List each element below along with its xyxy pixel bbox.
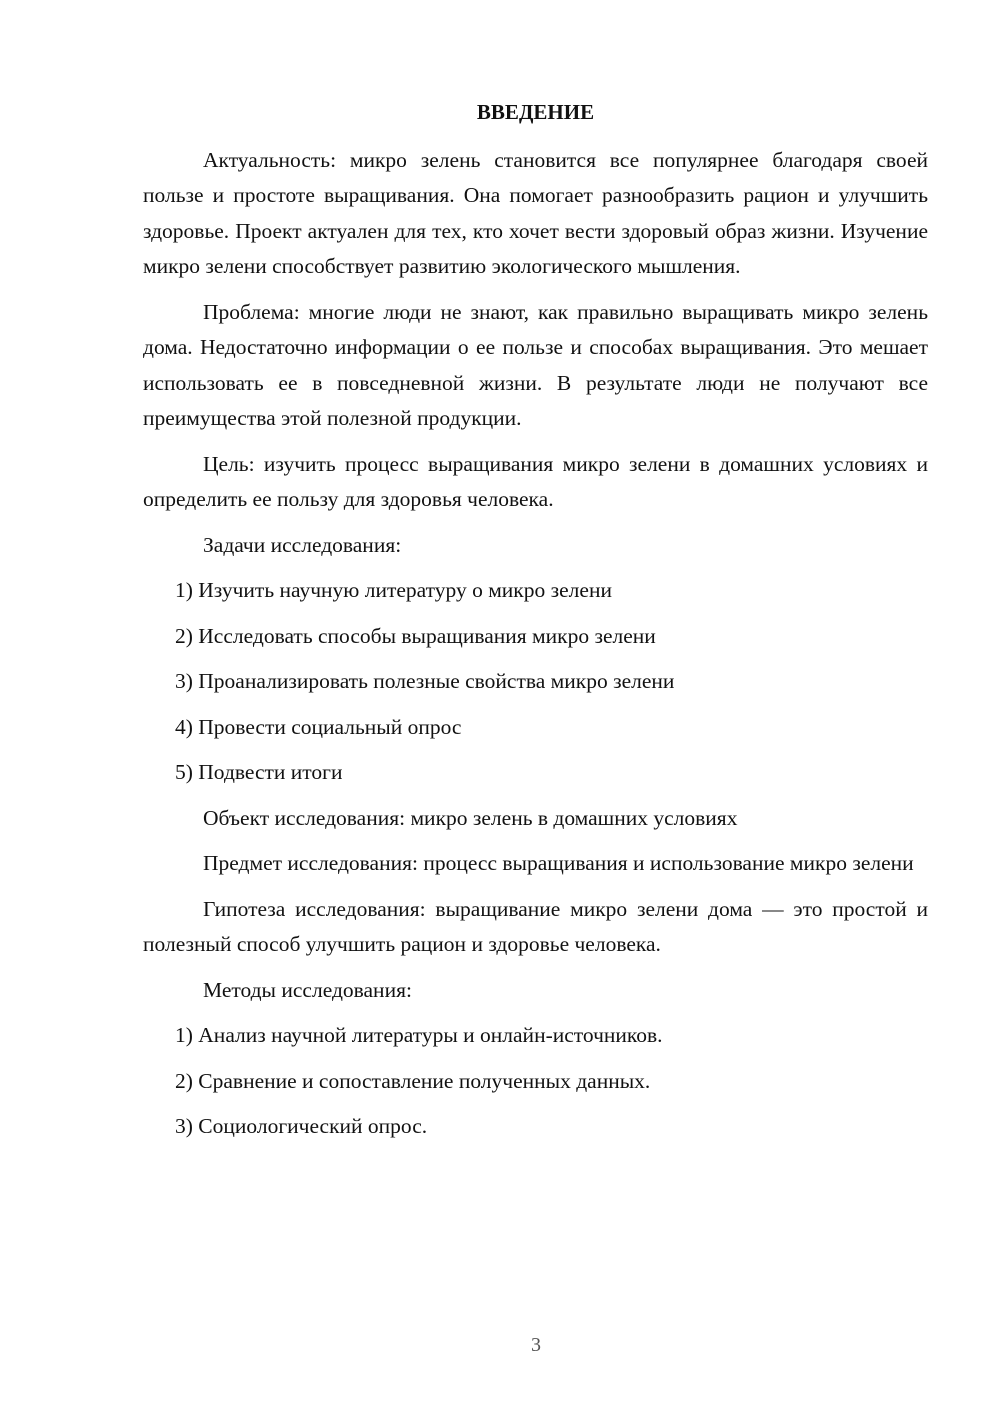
task-item: 3) Проанализировать полезные свойства микро зелени bbox=[175, 669, 675, 693]
paragraph-hypothesis: Гипотеза исследования: выращивание микро зелени дома — это простой и полезный способ улучшить рацион и здоровье человека. bbox=[143, 896, 928, 956]
task-item: 1) Изучить научную литературу о микро зелени bbox=[175, 578, 612, 602]
section-title: ВВЕДЕНИЕ bbox=[476, 100, 595, 124]
method-item: 2) Сравнение и сопоставление полученных данных. bbox=[175, 1068, 651, 1093]
task-item: 5) Подвести итоги bbox=[175, 760, 343, 784]
paragraph-subject: Предмет исследования: процесс выращивания и использование микро зелени bbox=[203, 851, 914, 875]
methods-heading: Методы исследования: bbox=[203, 977, 412, 1002]
paragraph-problem: Проблема: многие люди не знают, как правильно выращивать микро зелень дома. Недостаточно информации о ее пользе и способах выращивания. Это мешает использовать ее в повседневной жизни. В результате люди не получают все преимущества этой полезной продукции. bbox=[143, 299, 928, 430]
paragraph-goal: Цель: изучить процесс выращивания микро зелени в домашних условиях и определить ее пользу для здоровья человека. bbox=[143, 451, 928, 511]
task-item: 4) Провести социальный опрос bbox=[175, 714, 462, 739]
tasks-heading: Задачи исследования: bbox=[203, 532, 402, 557]
task-item: 2) Исследовать способы выращивания микро зелени bbox=[175, 623, 656, 648]
page-number: 3 bbox=[531, 1334, 541, 1356]
document-page bbox=[143, 95, 928, 1155]
paragraph-relevance: Актуальность: микро зелень становится все популярнее благодаря своей пользе и простоте выращивания. Она помогает разнообразить рацион и улучшить здоровье. Проект актуален для тех, кто хочет вести здоровый образ жизни. Изучение микро зелени способствует развитию экологического мышления. bbox=[143, 147, 928, 278]
method-item: 1) Анализ научной литературы и онлайн-источников. bbox=[175, 1023, 663, 1047]
method-item: 3) Социологический опрос. bbox=[175, 1114, 428, 1138]
paragraph-object: Объект исследования: микро зелень в домашних условиях bbox=[203, 805, 738, 830]
